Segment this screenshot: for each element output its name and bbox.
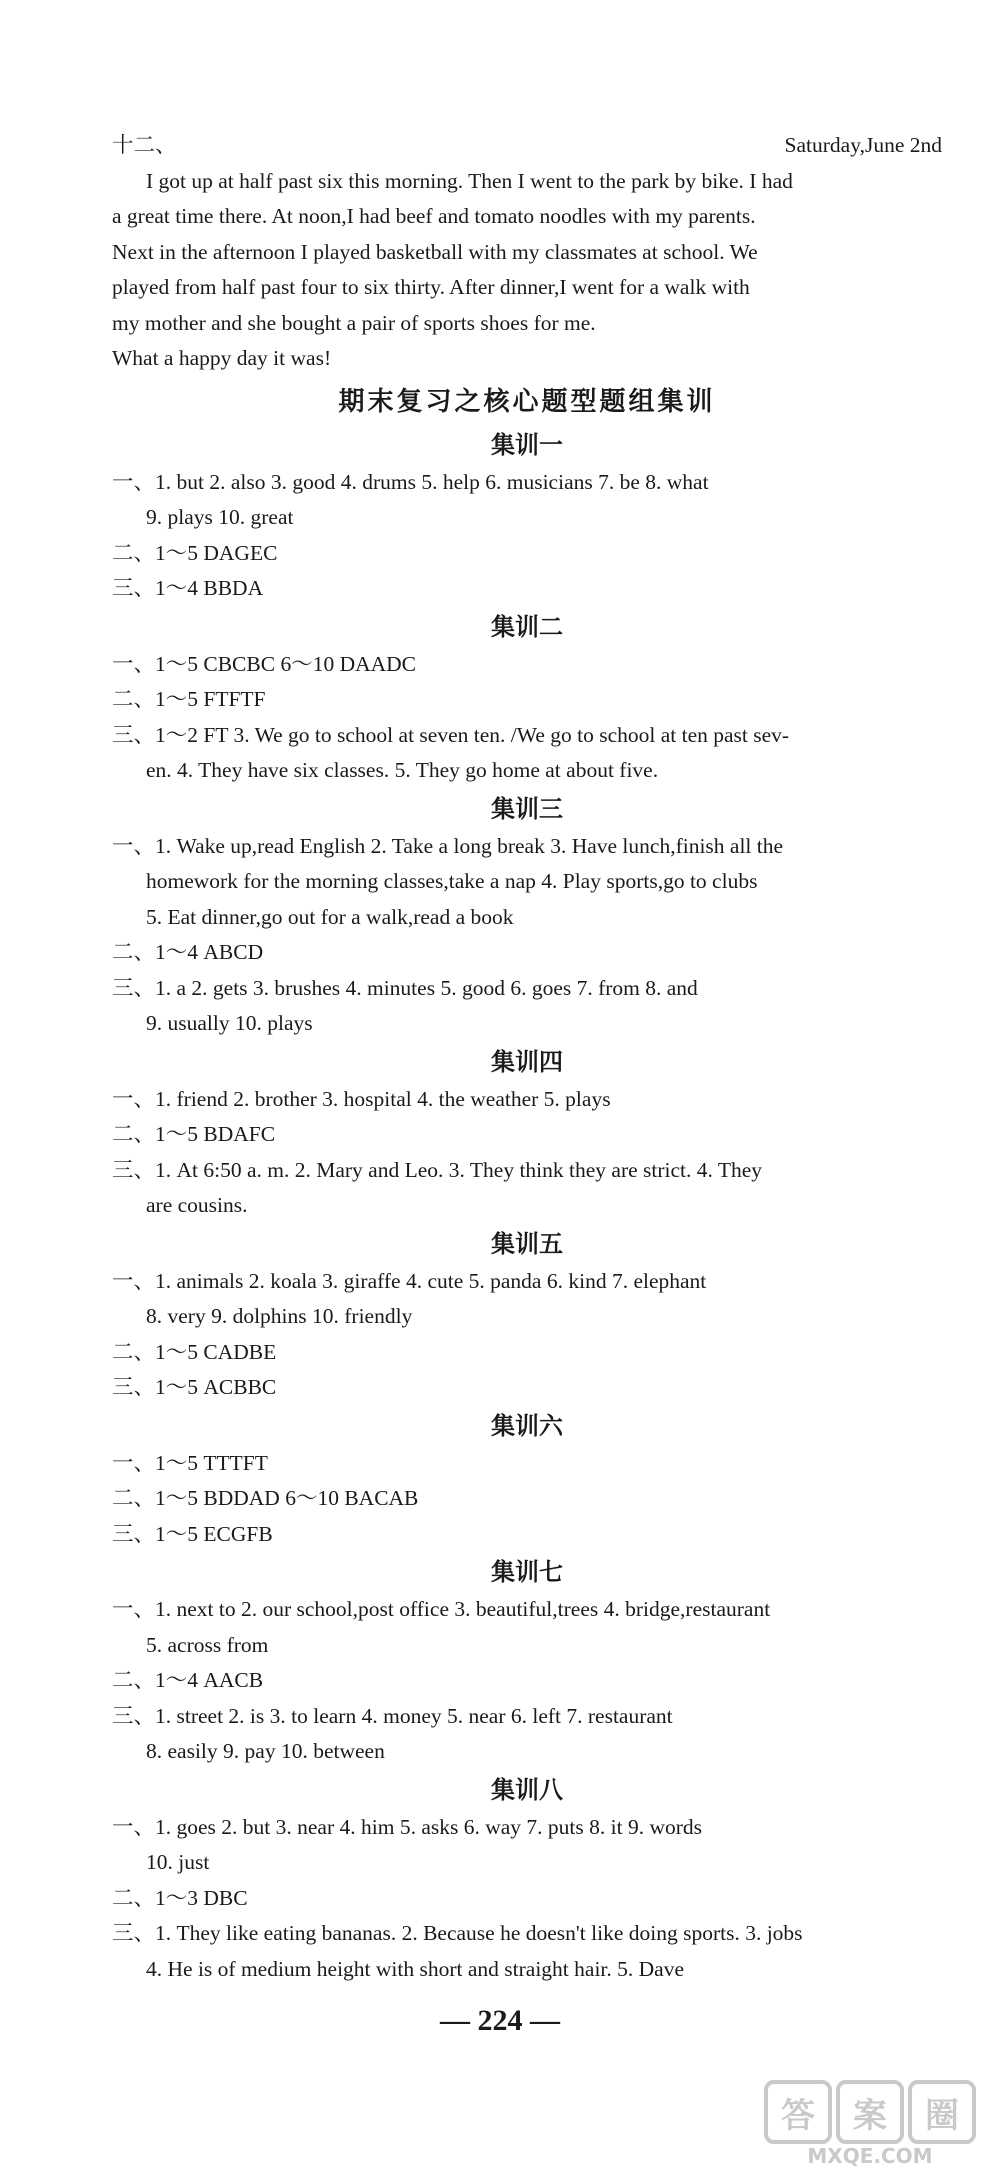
answer-line: 三、1～5 ACBBC — [112, 1375, 277, 1399]
answer-line: 二、1～4 AACB — [112, 1668, 264, 1692]
answer-line: 5. across from — [146, 1632, 269, 1657]
answer-line: 二、1～5 FTFTF — [112, 687, 266, 711]
training-set-title: 集训五 — [491, 1229, 563, 1258]
answer-line: 三、1. a 2. gets 3. brushes 4. minutes 5. good 6. goes 7. from 8. and — [112, 975, 698, 1000]
training-set — [112, 607, 942, 789]
training-set — [112, 425, 942, 607]
answer-line: 二、1～5 BDAFC — [112, 1122, 276, 1146]
training-sets — [112, 425, 942, 1988]
answer-line: en. 4. They have six classes. 5. They go home at about five. — [146, 758, 659, 782]
training-set — [112, 1042, 942, 1224]
answer-line: 一、1. goes 2. but 3. near 4. him 5. asks 6. way 7. puts 8. it 9. words — [112, 1814, 703, 1839]
training-set-title: 集训四 — [491, 1047, 563, 1076]
training-set-title: 集训七 — [491, 1558, 563, 1586]
watermark-char: 答 — [764, 2080, 832, 2144]
answer-line: 三、1. At 6:50 a. m. 2. Mary and Leo. 3. They think they are strict. 4. They — [112, 1157, 763, 1182]
answer-line: 二、1～3 DBC — [112, 1885, 248, 1910]
answer-line: 9. usually 10. plays — [146, 1011, 313, 1035]
answer-line: homework for the morning classes,take a nap 4. Play sports,go to clubs — [146, 869, 758, 893]
answer-line: 一、1. but 2. also 3. good 4. drums 5. help 6. musicians 7. be 8. what — [112, 469, 709, 494]
answer-line: 二、1～5 CADBE — [112, 1339, 277, 1364]
training-set — [112, 789, 942, 1042]
answer-line: 一、1. Wake up,read English 2. Take a long break 3. Have lunch,finish all the — [112, 833, 784, 858]
answer-page — [112, 128, 942, 1987]
answer-line: 8. very 9. dolphins 10. friendly — [146, 1304, 413, 1328]
watermark-char: 案 — [836, 2080, 904, 2144]
main-title: 期末复习之核心题型题组集训 — [338, 386, 716, 417]
answer-line: 三、1. They like eating bananas. 2. Because he doesn't like doing sports. 3. jobs — [112, 1921, 803, 1945]
answer-line: 三、1～4 BBDA — [112, 576, 264, 600]
answer-line: 8. easily 9. pay 10. between — [146, 1739, 385, 1763]
answer-line: 二、1～5 DAGEC — [112, 540, 278, 565]
watermark-logo — [750, 2080, 990, 2170]
answer-line: 一、1～5 CBCBC 6～10 DAADC — [112, 651, 417, 676]
answer-line: 4. He is of medium height with short and straight hair. 5. Dave — [146, 1956, 685, 1981]
section-12-header — [112, 128, 942, 164]
section-12-label: 十二、 — [112, 133, 177, 157]
diary-line: a great time there. At noon,I had beef and tomato noodles with my parents. — [112, 204, 756, 228]
training-set-title: 集训二 — [491, 612, 563, 641]
answer-line: 二、1～4 ABCD — [112, 940, 264, 964]
training-set — [112, 1224, 942, 1406]
watermark-url: MXQE.COM — [807, 2144, 933, 2168]
training-set-title: 集训八 — [491, 1775, 563, 1804]
watermark-char: 圈 — [908, 2080, 976, 2144]
diary-line: What a happy day it was! — [112, 346, 332, 370]
answer-line: 一、1～5 TTTFT — [112, 1450, 268, 1475]
answer-line: 三、1～5 ECGFB — [112, 1521, 273, 1546]
answer-line: 一、1. friend 2. brother 3. hospital 4. the weather 5. plays — [112, 1086, 611, 1111]
training-set — [112, 1406, 942, 1553]
diary-line: Next in the afternoon I played basketball with my classmates at school. We — [112, 239, 758, 264]
diary-line: played from half past four to six thirty. After dinner,I went for a walk with — [112, 275, 750, 299]
answer-line: are cousins. — [146, 1193, 248, 1217]
answer-line: 一、1. next to 2. our school,post office 3. beautiful,trees 4. bridge,restaurant — [112, 1597, 771, 1621]
page-number: — 224 — — [440, 2004, 560, 2037]
answer-line: 三、1. street 2. is 3. to learn 4. money 5. near 6. left 7. restaurant — [112, 1703, 673, 1728]
diary-line: my mother and she bought a pair of sports shoes for me. — [112, 310, 596, 335]
answer-line: 10. just — [146, 1850, 210, 1874]
answer-line: 二、1～5 BDDAD 6～10 BACAB — [112, 1486, 419, 1510]
answer-line: 三、1～2 FT 3. We go to school at seven ten. /We go to school at ten past sev- — [112, 722, 790, 747]
diary-date: Saturday,June 2nd — [784, 133, 942, 157]
training-set-title: 集训六 — [491, 1411, 563, 1440]
answer-line: 5. Eat dinner,go out for a walk,read a book — [146, 904, 514, 929]
answer-line: 一、1. animals 2. koala 3. giraffe 4. cute 5. panda 6. kind 7. elephant — [112, 1268, 707, 1293]
diary-line: I got up at half past six this morning. Then I went to the park by bike. I had — [146, 168, 793, 193]
answer-line: 9. plays 10. great — [146, 505, 294, 529]
training-set — [112, 1552, 942, 1770]
training-set-title: 集训一 — [491, 430, 563, 459]
training-set-title: 集训三 — [491, 794, 563, 823]
training-set — [112, 1770, 942, 1988]
